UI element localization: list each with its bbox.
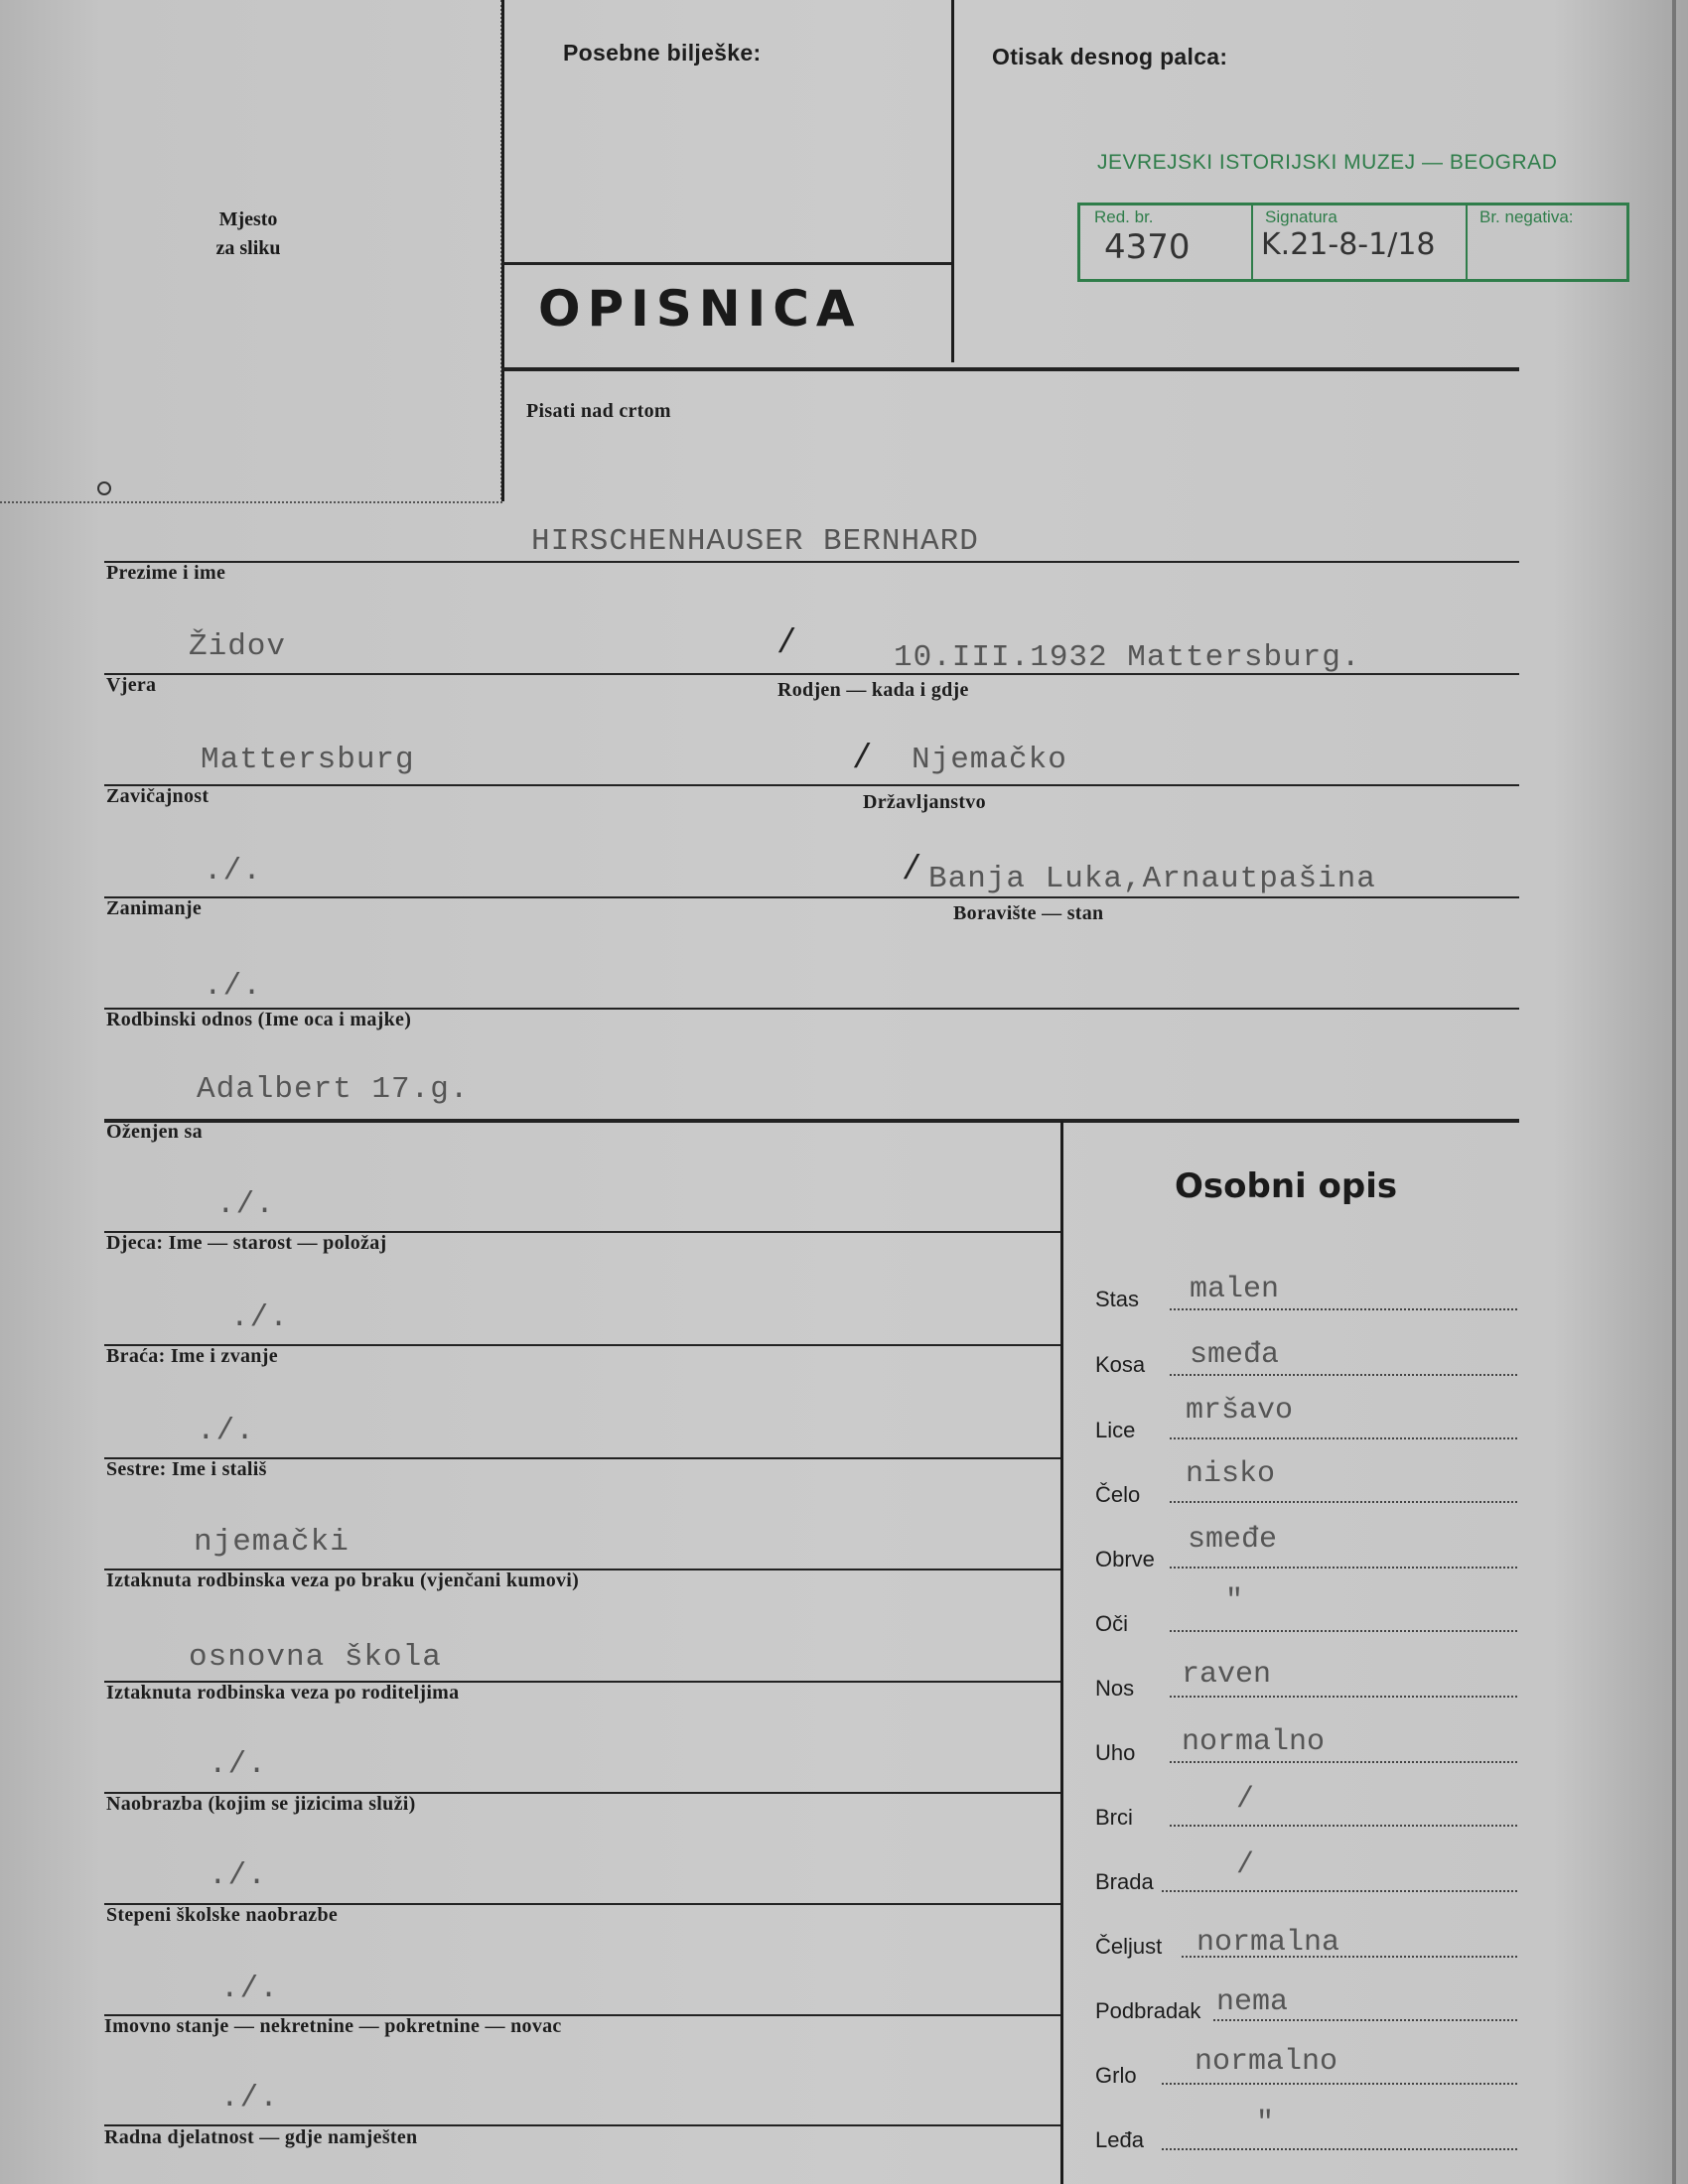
personal-label-uho: Uho	[1095, 1740, 1136, 1765]
personal-dotted-line	[1182, 1956, 1517, 1958]
personal-label-ledja: Leđa	[1095, 2127, 1144, 2152]
residence-label: Boravište — stan	[953, 902, 1104, 924]
personal-dotted-line	[1170, 1308, 1517, 1310]
personal-value-podbradak: nema	[1216, 1985, 1289, 2019]
stamp-sig-value: K.21-8-1/18	[1261, 227, 1436, 262]
personal-dotted-line	[1162, 1890, 1517, 1892]
personal-label-obrve: Obrve	[1095, 1547, 1155, 1571]
write-above-line-label: Pisati nad crtom	[526, 400, 671, 422]
brothers-label: Braća: Ime i zvanje	[106, 1345, 278, 1367]
home-value: Mattersburg	[201, 743, 415, 777]
personal-value-brci: /	[1236, 1783, 1255, 1817]
personal-value-celo: nisko	[1186, 1457, 1276, 1491]
married-value: Adalbert 17.g.	[197, 1072, 470, 1107]
stamp-neg-cell	[1466, 205, 1624, 279]
occupation-value: ./.	[204, 854, 262, 888]
personal-dotted-line	[1170, 1437, 1517, 1439]
birth-value: 10.III.1932 Mattersburg.	[894, 640, 1361, 675]
religion-label: Vjera	[106, 674, 157, 696]
parent-relation-value: osnovna škola	[189, 1640, 442, 1675]
personal-dotted-line	[1162, 2148, 1517, 2150]
stamp-neg-label: Br. negativa:	[1479, 207, 1574, 226]
stamp-reg-value: 4370	[1104, 227, 1191, 267]
school-label: Stepeni školske naobrazbe	[106, 1904, 339, 1926]
personal-dotted-line	[1170, 1696, 1517, 1698]
stamp-reg-cell	[1080, 205, 1253, 279]
hole-mark	[97, 481, 111, 495]
personal-label-grlo: Grlo	[1095, 2063, 1137, 2088]
personal-value-brada: /	[1236, 1848, 1255, 1882]
form-title: OPISNICA	[538, 280, 862, 338]
citizenship-label: Državljanstvo	[863, 791, 986, 813]
children-value: ./.	[216, 1187, 275, 1222]
religion-value: Židov	[189, 629, 287, 664]
personal-label-lice: Lice	[1095, 1418, 1136, 1442]
personal-value-grlo: normalno	[1195, 2045, 1338, 2079]
stamp-sig-cell	[1251, 205, 1468, 279]
home-label: Zavičajnost	[106, 785, 210, 807]
home-line	[104, 784, 1519, 786]
parents-value: ./.	[204, 969, 262, 1004]
personal-value-kosa: smeđa	[1190, 1338, 1280, 1372]
name-label: Prezime i ime	[106, 562, 226, 584]
stamp-reg-label: Red. br.	[1094, 207, 1154, 226]
personal-divider	[1060, 1121, 1063, 2184]
children-label: Djeca: Ime — starost — položaj	[106, 1232, 387, 1254]
stamp-museum-name: JEVREJSKI ISTORIJSKI MUZEJ — BEOGRAD	[1097, 151, 1558, 174]
personal-dotted-line	[1162, 2083, 1517, 2085]
personal-dotted-line	[1170, 1630, 1517, 1632]
personal-label-kosa: Kosa	[1095, 1352, 1146, 1377]
title-top-line	[501, 262, 951, 265]
personal-dotted-line	[1170, 1567, 1517, 1569]
parent-relation-label: Iztaknuta rodbinska veza po roditeljima	[106, 1682, 460, 1704]
photo-placeholder	[0, 0, 502, 503]
personal-value-celjust: normalna	[1196, 1926, 1340, 1960]
name-value: HIRSCHENHAUSER BERNHARD	[531, 524, 979, 559]
work-value: ./.	[220, 2081, 279, 2116]
name-line	[104, 561, 1519, 563]
marriage-relation-value: njemački	[194, 1525, 350, 1560]
sisters-value: ./.	[197, 1414, 255, 1448]
personal-dotted-line	[1170, 1501, 1517, 1503]
education-value: ./.	[209, 1747, 267, 1782]
personal-dotted-line	[1170, 1374, 1517, 1376]
residence-value: Banja Luka,Arnautpašina	[928, 862, 1376, 896]
stamp-box	[1077, 203, 1629, 282]
personal-value-oci: "	[1225, 1584, 1244, 1618]
separator-slash: /	[902, 852, 922, 889]
personal-label-stas: Stas	[1095, 1287, 1140, 1311]
personal-description-title: Osobni opis	[1175, 1166, 1398, 1206]
personal-label-nos: Nos	[1095, 1676, 1135, 1701]
brothers-value: ./.	[230, 1300, 289, 1335]
special-notes-label: Posebne bilješke:	[563, 40, 762, 66]
school-value: ./.	[209, 1858, 267, 1893]
work-label: Radna djelatnost — gdje namješten	[104, 2126, 418, 2148]
personal-value-stas: malen	[1190, 1273, 1280, 1306]
personal-value-obrve: smeđe	[1188, 1523, 1278, 1557]
property-label: Imovno stanje — nekretnine — pokretnine — novac	[104, 2015, 562, 2037]
photo-divider	[501, 0, 504, 501]
personal-label-podbradak: Podbradak	[1095, 1998, 1201, 2023]
personal-value-uho: normalno	[1182, 1725, 1326, 1759]
personal-label-celo: Čelo	[1095, 1482, 1141, 1507]
museum-stamp	[1077, 151, 1628, 267]
personal-label-brci: Brci	[1095, 1805, 1133, 1830]
separator-slash: /	[852, 741, 873, 778]
personal-dotted-line	[1170, 1825, 1517, 1827]
marriage-relation-label: Iztaknuta rodbinska veza po braku (vjenčani kumovi)	[106, 1570, 580, 1591]
personal-value-ledja: "	[1256, 2107, 1275, 2140]
property-value: ./.	[220, 1972, 279, 2006]
personal-value-nos: raven	[1182, 1658, 1272, 1692]
education-label: Naobrazba (kojim se jizicima služi)	[106, 1793, 416, 1815]
religion-line	[104, 673, 1519, 675]
personal-label-brada: Brada	[1095, 1869, 1154, 1894]
personal-dotted-line	[1170, 1761, 1517, 1763]
photo-place-label: Mjesto za sliku	[215, 208, 281, 259]
occupation-label: Zanimanje	[106, 897, 203, 919]
personal-label-oci: Oči	[1095, 1611, 1128, 1636]
separator-slash: /	[776, 625, 797, 663]
sisters-label: Sestre: Ime i stališ	[106, 1458, 267, 1480]
header-bottom-line	[501, 367, 1519, 371]
parents-label: Rodbinski odnos (Ime oca i majke)	[106, 1009, 412, 1030]
scan-edge	[1672, 0, 1676, 2184]
personal-dotted-line	[1213, 2019, 1517, 2021]
personal-label-celjust: Čeljust	[1095, 1934, 1163, 1959]
married-line	[104, 1119, 1519, 1123]
married-label: Oženjen sa	[106, 1121, 203, 1143]
thumb-print-label: Otisak desnog palca:	[992, 44, 1228, 69]
header-divider	[951, 0, 954, 362]
stamp-sig-label: Signatura	[1265, 207, 1337, 226]
personal-value-lice: mršavo	[1186, 1394, 1294, 1428]
birth-label: Rodjen — kada i gdje	[777, 679, 969, 701]
citizenship-value: Njemačko	[912, 743, 1067, 777]
occupation-line	[104, 896, 1519, 898]
